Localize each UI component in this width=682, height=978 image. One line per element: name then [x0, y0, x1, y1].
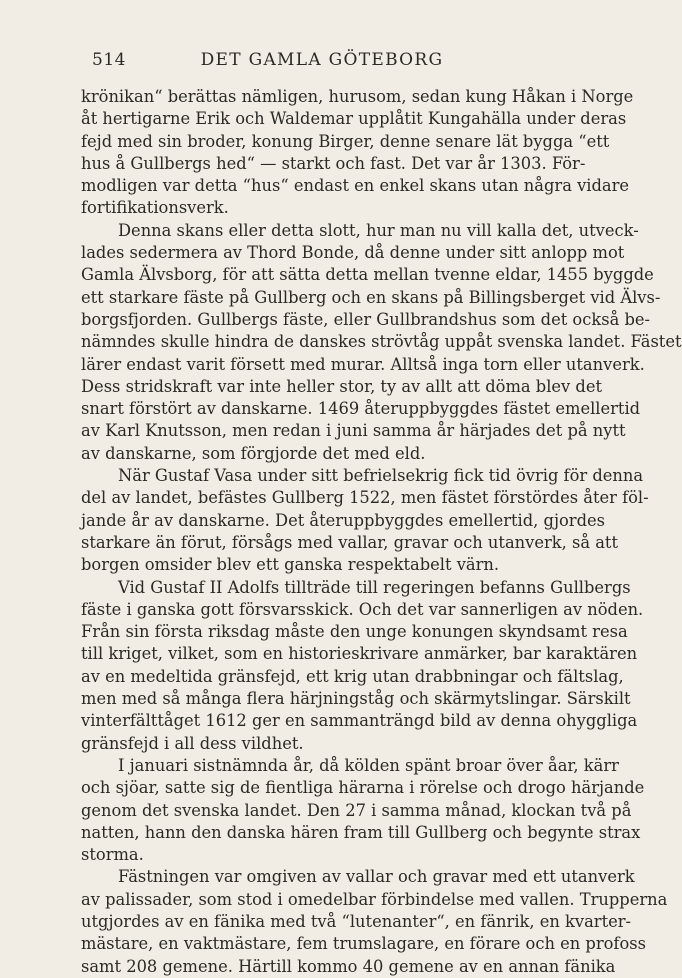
paragraph: [81, 755, 645, 866]
text-line: jande år av danskarne. Det återuppbyggdes emellertid, gjordes: [81, 510, 606, 530]
text-line: Fästningen var omgiven av vallar och gravar med ett utanverk: [118, 867, 635, 887]
text-line: fortifikationsverk.: [81, 198, 229, 218]
text-line: hus å Gullbergs hed“ — starkt och fast. Det var år 1303. För-: [81, 153, 586, 173]
text-line: men med så många flera härjningståg och skärmytslingar. Särskilt: [81, 689, 631, 709]
text-line: av palissader, som stod i omedelbar förbindelse med vallen. Trupperna: [81, 889, 668, 909]
text-line: starkare än förut, försågs med vallar, gravar och utanverk, så att: [81, 532, 619, 552]
page-header: [92, 50, 552, 74]
text-line: utgjordes av en fänika med två “lutenanter“, en fänrik, en kvarter-: [81, 911, 632, 931]
text-line: I januari sistnämnda år, då kölden spänt broar över åar, kärr: [118, 755, 619, 775]
paragraph: [81, 220, 682, 465]
text-line: mästare, en vaktmästare, fem trumslagare, en förare och en profoss: [81, 934, 646, 954]
text-line: Vid Gustaf II Adolfs tillträde till regeringen befanns Gullbergs: [118, 577, 631, 597]
paragraph: [81, 465, 649, 576]
running-title: DET GAMLA GÖTEBORG: [200, 50, 444, 70]
text-line: Dess stridskraft var inte heller stor, ty av allt att döma blev det: [81, 376, 603, 396]
text-line: åt hertigarne Erik och Waldemar upplåtit Kungahälla under deras: [81, 109, 627, 129]
paragraph: [81, 577, 644, 755]
text-line: lades sedermera av Thord Bonde, då denne under sitt anlopp mot: [81, 243, 625, 263]
text-line: del av landet, befästes Gullberg 1522, men fästet förstördes åter föl-: [81, 488, 649, 508]
text-line: av en medeltida gränsfejd, ett krig utan drabbningar och fältslag,: [81, 666, 624, 686]
text-line: av danskarne, som förgjorde det med eld.: [81, 443, 426, 463]
text-line: Gamla Älvsborg, för att sätta detta mellan tvenne eldar, 1455 byggde: [81, 265, 654, 285]
body-text: [81, 86, 682, 978]
text-line: gränsfejd i all dess vildhet.: [81, 733, 304, 753]
text-line: natten, hann den danska hären fram till Gullberg och begynte strax: [81, 822, 641, 842]
text-line: vinterfälttåget 1612 ger en sammanträngd bild av denna ohyggliga: [81, 711, 638, 731]
text-line: borgen omsider blev ett ganska respektabelt värn.: [81, 555, 500, 575]
text-line: storma.: [81, 845, 144, 865]
text-line: lärer endast varit försett med murar. Alltså inga torn eller utanverk.: [81, 354, 645, 374]
text-line: snart förstört av danskarne. 1469 återuppbyggdes fästet emellertid: [81, 399, 641, 419]
text-line: nämndes skulle hindra de danskes strövtåg uppåt svenska landet. Fästet: [81, 332, 682, 352]
text-line: till kriget, vilket, som en historieskrivare anmärker, bar karaktären: [81, 644, 638, 664]
text-line: samt 208 gemene. Härtill kommo 40 gemene av en annan fänika: [81, 956, 616, 976]
text-line: Från sin första riksdag måste den unge konungen skyndsamt resa: [81, 622, 628, 642]
text-line: och sjöar, satte sig de fientliga härarna i rörelse och drogo härjande: [81, 778, 645, 798]
text-line: När Gustaf Vasa under sitt befrielsekrig fick tid övrig för denna: [118, 466, 644, 486]
paragraph: [81, 86, 634, 220]
text-line: fejd med sin broder, konung Birger, denne senare lät bygga “ett: [81, 131, 610, 151]
text-line: fäste i ganska gott försvarsskick. Och det var sannerligen av nöden.: [81, 599, 644, 619]
text-line: Denna skans eller detta slott, hur man nu vill kalla det, utveck-: [118, 220, 639, 240]
text-line: av Karl Knutsson, men redan i juni samma år härjades det på nytt: [81, 421, 626, 441]
text-line: borgsfjorden. Gullbergs fäste, eller Gullbrandshus som det också be-: [81, 309, 651, 329]
text-line: ett starkare fäste på Gullberg och en skans på Billingsberget vid Älvs-: [81, 287, 661, 307]
text-line: krönikan“ berättas nämligen, hurusom, sedan kung Håkan i Norge: [81, 87, 634, 106]
paragraph: [81, 866, 668, 977]
text-line: modligen var detta “hus“ endast en enkel skans utan några vidare: [81, 176, 630, 196]
text-line: genom det svenska landet. Den 27 i samma månad, klockan två på: [81, 800, 632, 820]
page-number: 514: [92, 50, 126, 70]
